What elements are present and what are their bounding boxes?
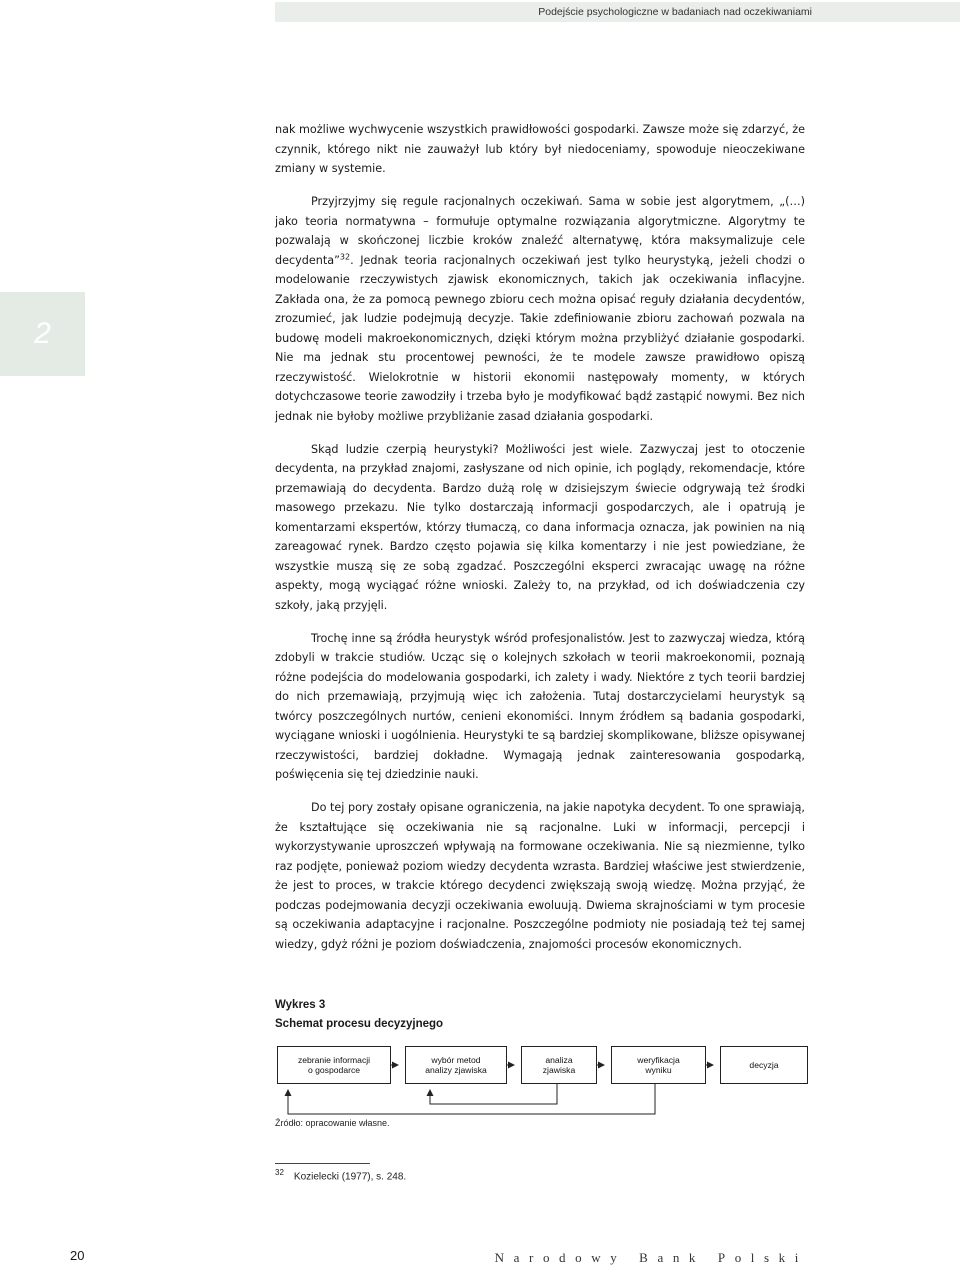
figure-label [275,996,443,1034]
step-verification [611,1046,706,1084]
chapter-tab [0,292,85,376]
paragraph-4: Trochę inne są źródła heurystyk wśród profesjonalistów. Jest to zazwyczaj wiedza, którą zdobyli w trakcie studiów. Ucząc się o kolejnych szkołach w teorii makroekonomii, poznają różne podejścia do modelowania gospodarki, ich zalety i wady. Niektóre z tych teorii bardziej do nich przemawiają, przyjmują więc ich założenia. Tutaj dostarczycielami heurystyk są twórcy poszczególnych nurtów, cenieni ekonomiści. Innym źródłem są badania gospodarki, wyciągane wnioski i uogólnienia. Heurystyki te są bardziej skomplikowane, bliższe opisywanej rzeczywistości, bardziej dokładne. Wymagają jednak zainteresowania gospodarką, poświęcenia się tej dziedzinie nauki. [275,631,805,781]
paragraph-2 [275,192,805,426]
step-label-line1: decyzja [749,1059,779,1070]
step-label-line1: weryfikacja [637,1054,680,1065]
footnote [275,1168,406,1182]
paragraph-2-part-a: Przyjrzyjmy się regule racjonalnych oczekiwań. Sama w sobie jest algorytmem, „(…) jako teoria normatywna – formułuje optymalne rozwiązania algorytmiczne. Algorytmy te pozwalają w skończonej liczbie kroków znaleźć alternatywę, która maksymalizuje cele decydenta” [275,195,805,267]
paragraph-1: nak możliwe wychwycenie wszystkich prawidłowości gospodarki. Zawsze może się zdarzyć, że czynnik, którego nikt nie zauważył lub który był niedoceniamy, spowoduje nieoczekiwane zmiany w systemie. [275,123,805,175]
step-decision [720,1046,808,1084]
step-label-line2: zjawiska [542,1065,576,1075]
footnote-divider [275,1163,370,1164]
page-number: 20 [70,1248,85,1263]
running-header [275,2,960,22]
step-label-line1: wybór metod [431,1054,481,1065]
running-title: Podejście psychologiczne w badaniach nad oczekiwaniami [538,6,812,18]
figure-title: Schemat procesu decyzyjnego [275,1018,444,1030]
footnote-reference[interactable]: 32 [339,251,351,261]
body-text [275,120,805,968]
step-label-line1: analiza [545,1054,573,1065]
figure-source: Źródło: opracowanie własne. [275,1118,390,1128]
figure-number: Wykres 3 [275,999,326,1011]
step-choose-methods [405,1046,507,1084]
paragraph-3: Skąd ludzie czerpią heurystyki? Możliwości jest wiele. Zazwyczaj jest to otoczenie decydenta, na przykład znajomi, zasłyszane od nich opinie, ich poglądy, rekomendacje, które przemawiają do decydenta. Bardzo dużą rolę w dzisiejszym świecie odgrywają też środki masowego przekazu. Nie tylko dostarczają informacji gospodarczych, ale i opatrują je komentarzami ekspertów, którzy tłumaczą, co dana informacja oznacza, jak powinien na nią zareagować rynek. Bardzo często pojawia się kilka komentarzy i nie jest powiedziane, że wszystkie muszą się ze sobą zgadzać. Poszczególni eksperci zwracając uwagę na różne aspekty, mogą wyciągać różne wnioski. Zależy to, na przykład, od ich doświadczenia czy szkoły, jaką przyjęli. [275,442,805,612]
step-collect-information [277,1046,391,1084]
footnote-number: 32 [275,1168,284,1177]
footnote-text: Kozielecki (1977), s. 248. [293,1171,407,1183]
paragraph-5: Do tej pory zostały opisane ograniczenia, na jakie napotyka decydent. To one sprawiają, że kształtujące się oczekiwania nie są racjonalne. Luki w informacji, percepcji i wykorzystywanie uproszczeń wpływają na formowane oczekiwania. Nie są niezmienne, tylko raz podjęte, ponieważ poziom wiedzy decydenta wzrasta. Bardziej właściwe jest stwierdzenie, że jest to proces, w trakcie którego decydenci zwiększają swoją wiedzę. Można przyjąć, że podczas podejmowania decyzji oczekiwania ewoluują. Dwiema skrajnościami w tym procesie są oczekiwania adaptacyjne i racjonalne. Poszczególne podmioty nie posiadają też tej samej wiedzy, gdyż różni je poziom doświadczenia, znajomości procesów ekonomicznych. [275,801,805,951]
step-label-line2: o gospodarce [307,1065,361,1075]
publisher-name: Narodowy Bank Polski [494,1250,808,1265]
step-analysis [521,1046,597,1084]
feedback-loops [288,1084,655,1114]
paragraph-2-part-b: . Jednak teoria racjonalnych oczekiwań jest tylko heurystyką, jeżeli chodzi o modelowanie rzeczywistych zjawisk ekonomicznych, takich jak oczekiwania inflacyjne. Zakłada ona, że za pomocą pewnego zbioru cech można opisać reguły działania decydentów, zrozumieć, jak ludzie podejmują decyzje. Takie zdefiniowanie zbioru zachowań pozwala na budowę modeli makroekonomicznych, dzięki którym można przybliżyć działanie gospodarki. Nie ma jednak stu procentowej pewności, że te modele zawsze prawidłowo opiszą rzeczywistość. Wielokrotnie w historii ekonomii następowały momenty, w których dotychczasowe teorie zawodziły i trzeba było je modyfikować bądź zastąpić nowymi. Bez nich jednak nie byłoby możliwe przybliżanie zasad działania gospodarki. [275,253,805,423]
chapter-number: 2 [34,317,51,350]
feedback-loop-outer [288,1084,655,1114]
process-diagram [275,1040,810,1120]
feedback-loop-inner [430,1084,557,1104]
step-label-line2: analizy zjawiska [425,1065,487,1075]
step-label-line2: wyniku [645,1065,672,1075]
step-label-line1: zebranie informacji [297,1054,371,1065]
